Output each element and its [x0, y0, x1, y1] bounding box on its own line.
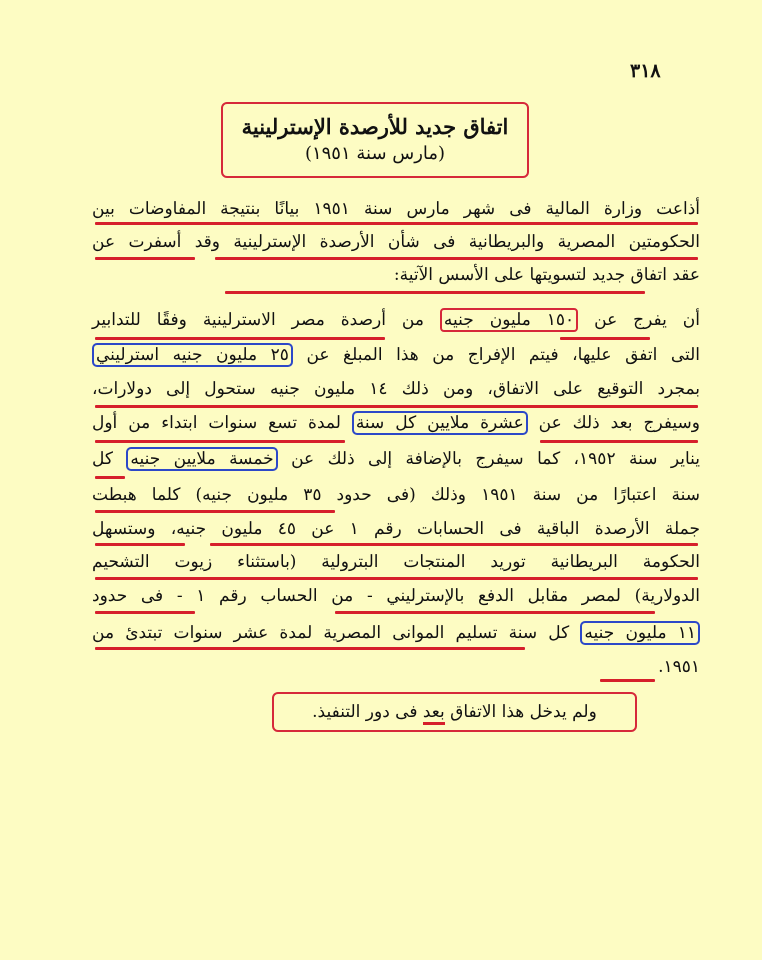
text-segment: كل — [92, 449, 113, 469]
highlight-150-million: ١٥٠ مليون جنيه — [440, 308, 578, 332]
underline-annotation — [95, 543, 185, 546]
text-line-p2-2 — [92, 342, 700, 368]
highlight-five-million: خمسة ملايين جنيه — [126, 447, 277, 471]
text-line-p1-1: أذاعت وزارة المالية فى شهر مارس سنة ١٩٥١ بيانًا بنتيجة المفاوضات بين — [92, 199, 701, 219]
text-line-p2-11: ١٩٥١. — [658, 657, 700, 677]
underline-annotation — [95, 440, 345, 443]
underline-annotation — [95, 476, 125, 479]
text-line-p2-4 — [92, 410, 700, 436]
page-subtitle: (مارس سنة ١٩٥١) — [304, 143, 446, 164]
text-segment: وسيفرج بعد ذلك عن — [538, 413, 701, 433]
text-line-p2-10 — [92, 620, 700, 646]
text-line-p2-3: بمجرد التوقيع على الاتفاق، ومن ذلك ١٤ مليون جنيه ستحول إلى دولارات، — [92, 379, 701, 399]
text-line-p2-7: جملة الأرصدة الباقية فى الحسابات رقم ١ عن ٤٥ مليون جنيه، وستسهل — [92, 519, 700, 539]
underline-annotation — [215, 257, 698, 260]
text-line-p2-5 — [92, 446, 700, 472]
text-segment: لمدة تسع سنوات ابتداء من أول — [92, 413, 341, 433]
underline-annotation — [95, 611, 195, 614]
underline-annotation — [95, 577, 698, 580]
closing-underlined-word: بعد — [423, 702, 445, 725]
page-title: اتفاق جديد للأرصدة الإسترلينية — [241, 114, 509, 139]
text-line-p2-6: سنة اعتبارًا من سنة ١٩٥١ وذلك (فى حدود ٣٥ مليون جنيه) كلما هبطت — [92, 485, 700, 505]
text-segment: كل سنة تسليم الموانى المصرية لمدة عشر سنوات تبتدئ من — [92, 623, 570, 643]
underline-annotation — [95, 257, 195, 260]
text-line-p2-1 — [92, 307, 700, 333]
text-line-p1-3: عقد اتفاق جديد لتسويتها على الأسس الآتية: — [393, 265, 700, 285]
text-line-p2-8: الحكومة البريطانية توريد المنتجات البترولية (باستثناء زيوت التشحيم — [92, 552, 700, 572]
highlight-ten-million-yearly: عشرة ملايين كل سنة — [352, 411, 528, 435]
underline-annotation — [600, 679, 655, 682]
text-segment: يناير سنة ١٩٥٢، كما سيفرج بالإضافة إلى ذلك عن — [291, 449, 700, 469]
highlight-11-million: ١١ مليون جنيه — [580, 621, 700, 645]
underline-annotation — [560, 337, 650, 340]
underline-annotation — [95, 337, 385, 340]
underline-annotation — [210, 543, 698, 546]
underline-annotation — [335, 611, 655, 614]
closing-text: ولم يدخل هذا الاتفاق — [450, 702, 597, 722]
text-segment: التى اتفق عليها، فيتم الإفراج من هذا المبلغ عن — [306, 345, 701, 365]
closing-statement-box — [272, 692, 637, 732]
page-number: ٣١٨ — [630, 60, 661, 82]
title-box — [221, 102, 529, 178]
underline-annotation — [95, 222, 698, 225]
text-segment: أن يفرج عن — [594, 310, 700, 330]
underline-annotation — [540, 440, 698, 443]
underline-annotation — [95, 647, 525, 650]
text-line-p1-2: الحكومتين المصرية والبريطانية فى شأن الأرصدة الإسترلينية وقد أسفرت عن — [92, 232, 700, 252]
underline-annotation — [95, 405, 698, 408]
highlight-25-million: ٢٥ مليون جنيه استرليني — [92, 343, 293, 367]
text-line-p2-9: الدولارية) لمصر مقابل الدفع بالإسترليني - من الحساب رقم ١ - فى حدود — [92, 586, 700, 606]
underline-annotation — [225, 291, 645, 294]
closing-text: فى دور التنفيذ. — [312, 702, 418, 722]
text-segment: من أرصدة مصر الاسترلينية وفقًا للتدابير — [92, 310, 424, 330]
underline-annotation — [95, 510, 335, 513]
